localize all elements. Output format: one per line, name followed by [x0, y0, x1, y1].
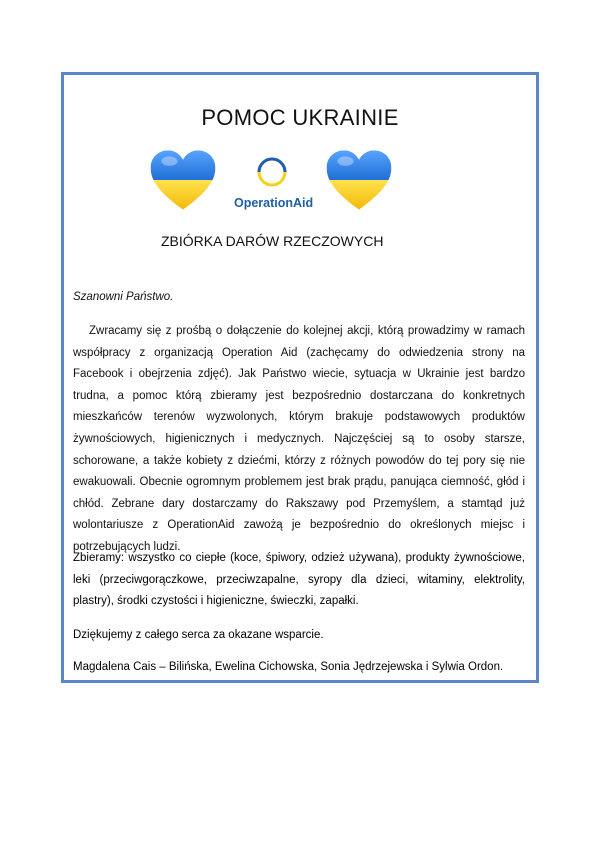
ukraine-heart-icon-right [325, 149, 393, 211]
body-paragraph: Zwracamy się z prośbą o dołączenie do kolejnej akcji, którą prowadzimy w ramach współpracy z organizacją Operation Aid (zachęcamy do odwiedzenia strony na Facebook i obejrzenia zdjęć). Jak Państwo wiecie, sytuacja w Ukrainie jest bardzo trudna, a pomoc którą zbieramy jest bezpośrednio dostarczana do konkretnych mieszkańców terenów wyzwolonych, którym brakuje podstawowych produktów żywnościowych, higienicznych i medycznych. Najczęściej są to osoby starsze, schorowane, a także kobiety z dziećmi, którzy z różnych powodów do tej pory się nie ewakuowali. Obecnie ogromnym problemem jest brak prądu, panująca ciemność, głód i chłód. Zebrane dary dostarczamy do Rakszawy pod Przemyślem, a stamtąd już wolontariusze z OperationAid zawożą je bezpośrednio do określonych miejsc i potrzebujących ludzi. [73, 325, 525, 553]
document-title: POMOC UKRAINIE [201, 105, 399, 130]
document-subtitle: ZBIÓRKA DARÓW RZECZOWYCH [161, 233, 384, 249]
logo-text: OperationAid [234, 196, 314, 210]
document-frame [61, 72, 539, 683]
operationaid-logo-icon [255, 155, 289, 189]
ukraine-heart-icon-left [149, 149, 217, 211]
signatories: Magdalena Cais – Bilińska, Ewelina Cichowska, Sonia Jędrzejewska i Sylwia Ordon. [73, 661, 504, 673]
operationaid-logo [234, 155, 314, 215]
greeting: Szanowni Państwo. [73, 291, 174, 303]
thanks-line: Dziękujemy z całego serca za okazane wsparcie. [73, 629, 324, 641]
collection-list: Zbieramy: wszystko co ciepłe (koce, śpiwory, odzież używana), produkty żywnościowe, leki (przeciwgorączkowe, przeciwzapalne, syropy dla dzieci, witaminy, elektrolity, plastry), środki czystości i higieniczne, świeczki, zapałki. [73, 552, 525, 608]
